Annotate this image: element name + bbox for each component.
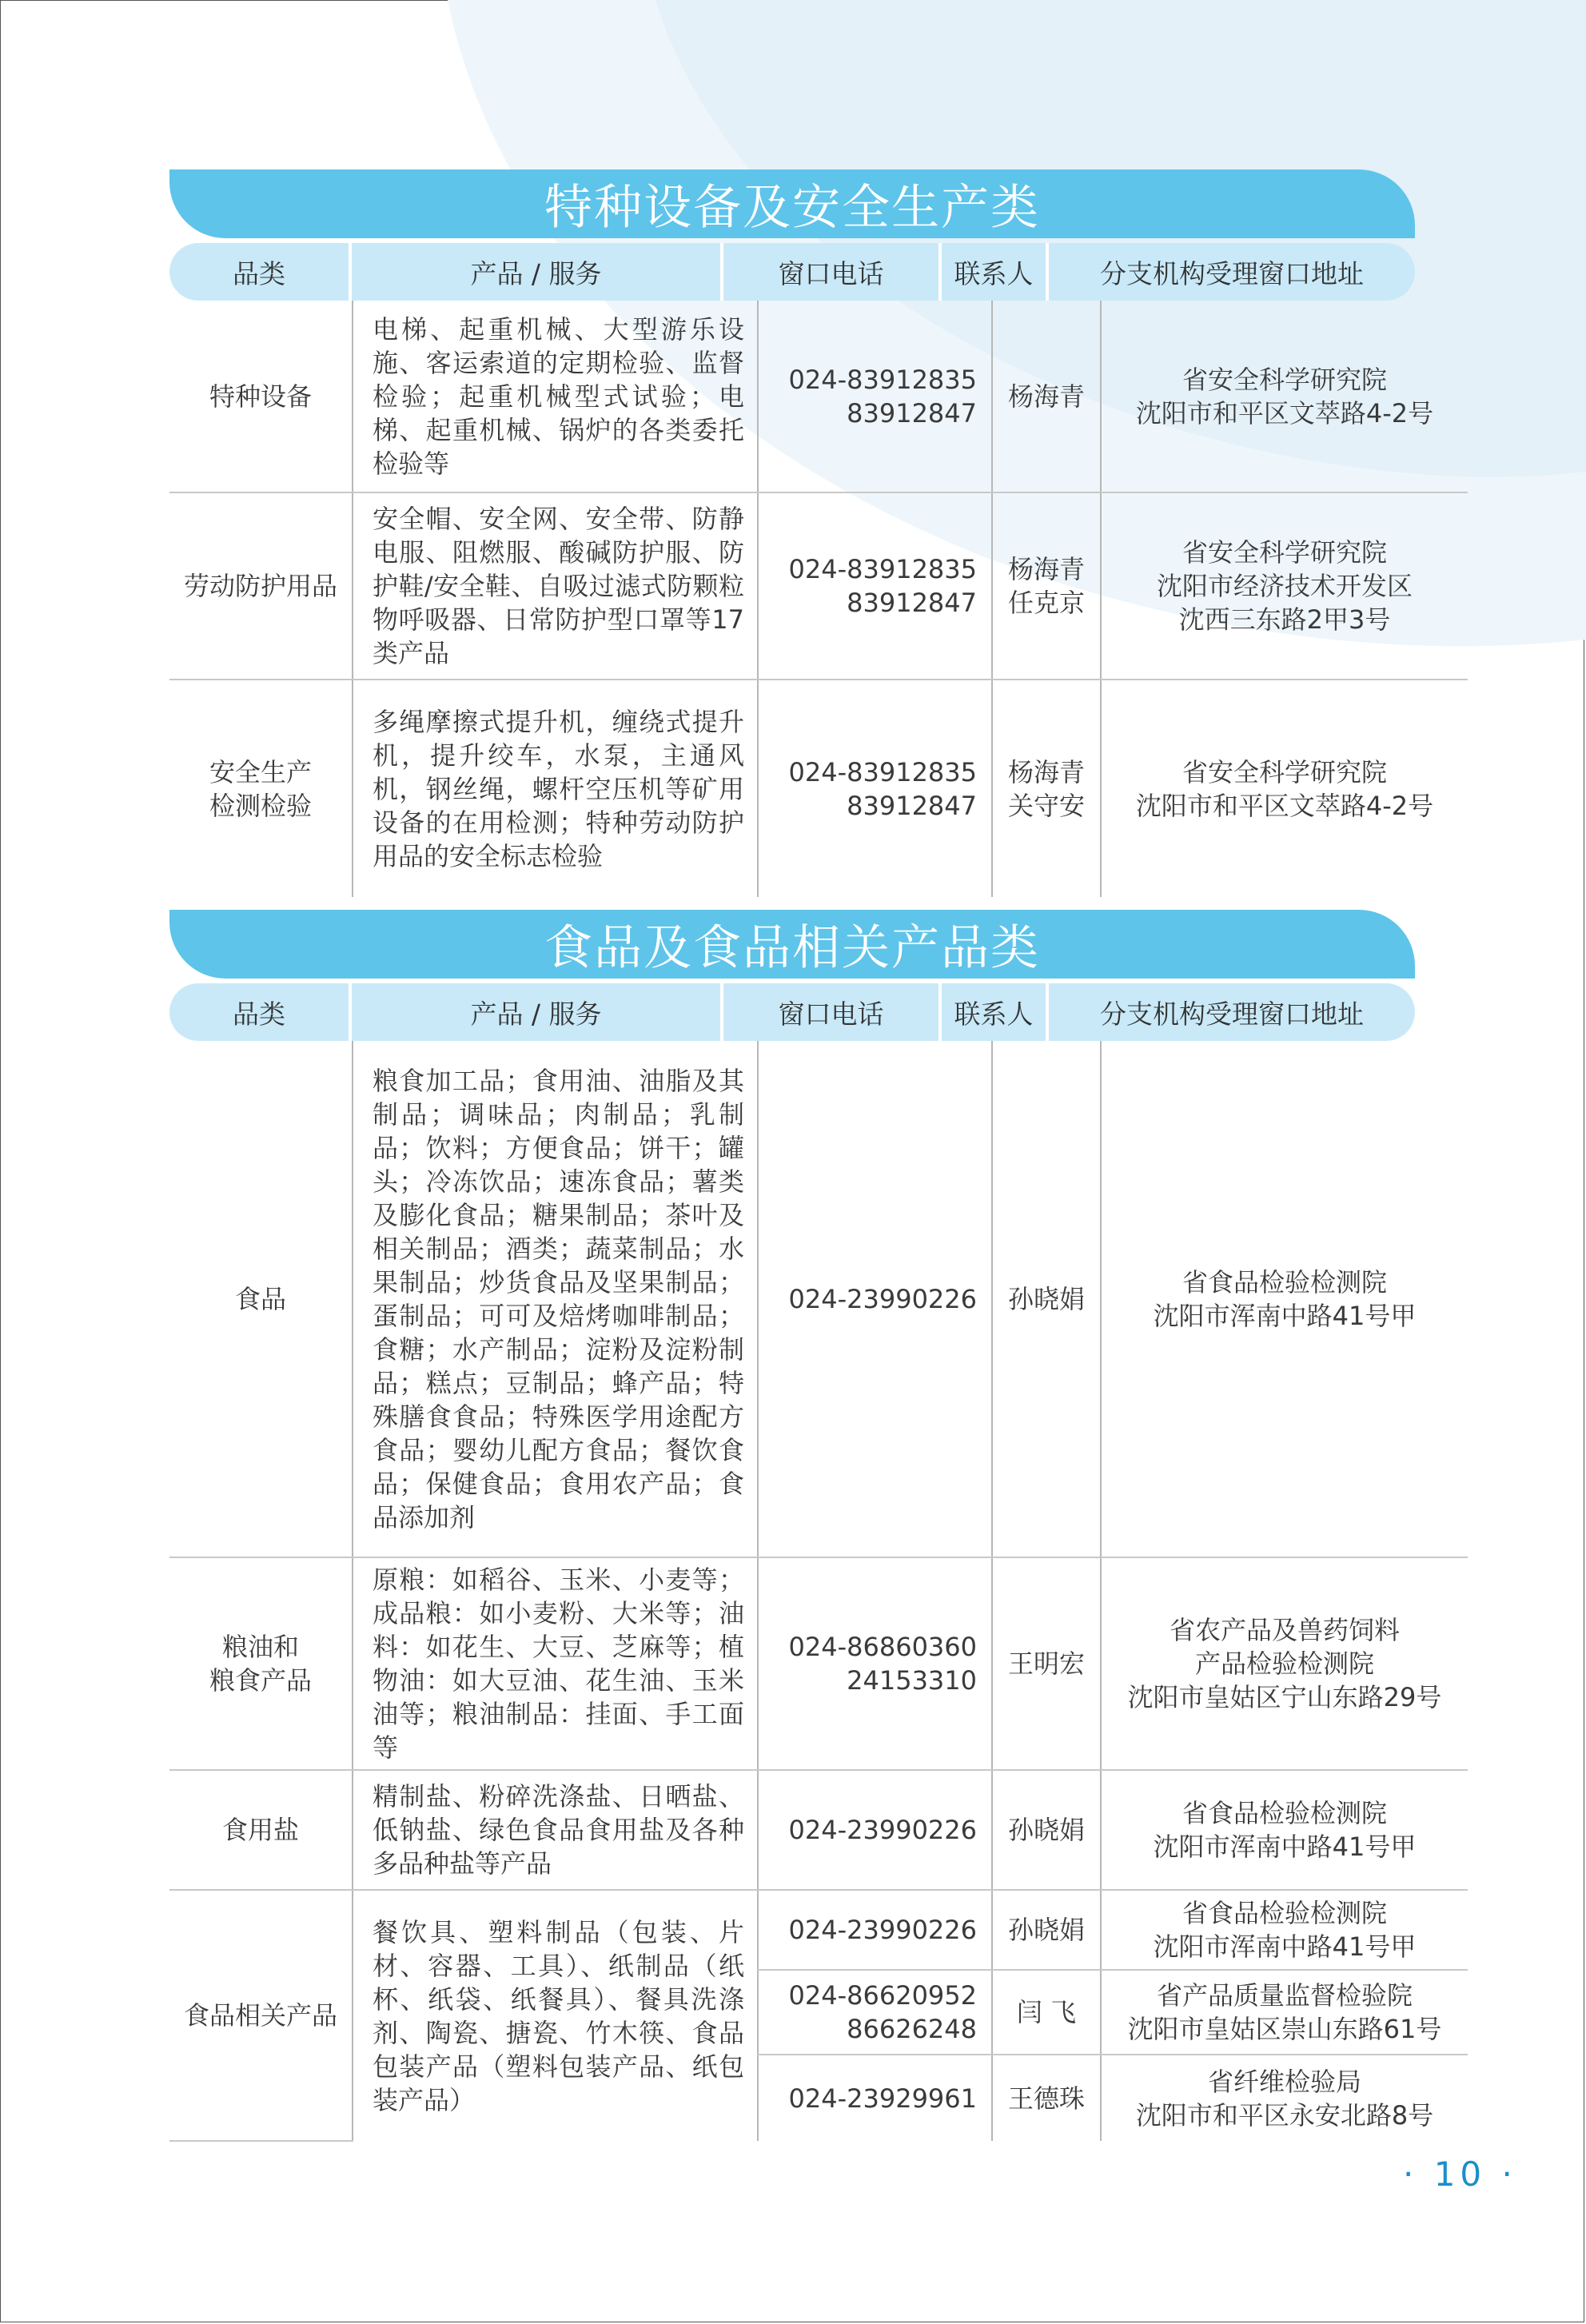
header-product: 产品 / 服务: [352, 243, 723, 301]
header-contact: 联系人: [942, 983, 1049, 1041]
contact-cell: 闫 飞: [992, 1970, 1101, 2055]
header-category: 品类: [169, 983, 352, 1041]
phone-cell: 024-86860360 24153310: [758, 1557, 992, 1770]
address-cell: 省食品检验检测院 沈阳市浑南中路41号甲: [1101, 1770, 1468, 1890]
contact-cell: 孙晓娟: [992, 1890, 1101, 1970]
phone-cell: 024-83912835 83912847: [758, 492, 992, 680]
category-cell: 特种设备: [209, 381, 312, 412]
product-cell: 餐饮具、塑料制品（包装、片材、容器、工具）、纸制品（纸杯、纸袋、纸餐具）、餐具洗涤剂、陶瓷、搪瓷、竹木筷、食品包装产品（塑料包装产品、纸包装产品）: [353, 1890, 758, 2141]
address-cell: 省安全科学研究院 沈阳市经济技术开发区 沈西三东路2甲3号: [1101, 492, 1468, 680]
section-title: 特种设备及安全生产类: [544, 180, 1040, 236]
table-row: [169, 301, 1468, 492]
product-cell: 粮食加工品；食用油、油脂及其制品；调味品；肉制品；乳制品；饮料；方便食品；饼干；罐头；冷冻饮品；速冻食品；薯类及膨化食品；糖果制品；茶叶及相关制品；酒类；蔬菜制品；水果制品；炒货食品及坚果制品；蛋制品；可可及焙烤咖啡制品；食糖；水产制品；淀粉及淀粉制品；糕点；豆制品；蜂产品；特殊膳食食品；特殊医学用途配方食品；婴幼儿配方食品；餐饮食品；保健食品；食用农产品；食品添加剂: [353, 1041, 758, 1557]
address-cell: 省食品检验检测院 沈阳市浑南中路41号甲: [1101, 1890, 1468, 1970]
table-header: [169, 243, 1415, 301]
table-row: [169, 492, 1468, 680]
table-row: [169, 680, 1468, 897]
product-cell: 安全帽、安全网、安全带、防静电服、阻燃服、酸碱防护服、防护鞋/安全鞋、自吸过滤式防颗粒物呼吸器、日常防护型口罩等17类产品: [353, 492, 758, 680]
page-content: [169, 169, 1442, 2142]
phone-cell: 024-83912835 83912847: [758, 301, 992, 492]
section-banner: [169, 169, 1415, 238]
product-cell: 多绳摩擦式提升机，缠绕式提升机，提升绞车，水泵，主通风机，钢丝绳，螺杆空压机等矿用设备的在用检测；特种劳动防护用品的安全标志检验: [353, 680, 758, 897]
address-cell: 省食品检验检测院 沈阳市浑南中路41号甲: [1101, 1041, 1468, 1557]
data-table: [169, 301, 1468, 897]
phone-cell: 024-23990226: [758, 1890, 992, 1970]
category-cell: 食品相关产品: [183, 2000, 337, 2031]
address-cell: 省安全科学研究院 沈阳市和平区文萃路4-2号: [1101, 680, 1468, 897]
phone-cell: 024-23990226: [758, 1041, 992, 1557]
table-row: [169, 1770, 1468, 1890]
product-cell: 精制盐、粉碎洗涤盐、日晒盐、低钠盐、绿色食品食用盐及各种多品种盐等产品: [353, 1770, 758, 1890]
phone-cell: 024-23929961: [758, 2055, 992, 2141]
product-cell: 电梯、起重机械、大型游乐设施、客运索道的定期检验、监督检验；起重机械型式试验；电梯、起重机械、锅炉的各类委托检验等: [353, 301, 758, 492]
page-number: · 10 ·: [1403, 2155, 1517, 2194]
address-cell: 省安全科学研究院 沈阳市和平区文萃路4-2号: [1101, 301, 1468, 492]
header-address: 分支机构受理窗口地址: [1049, 983, 1415, 1041]
contact-cell: 王明宏: [992, 1557, 1101, 1770]
category-cell: 安全生产 检测检验: [209, 756, 312, 821]
contact-cell: 孙晓娟: [992, 1770, 1101, 1890]
table-row: [169, 1557, 1468, 1770]
header-phone: 窗口电话: [723, 243, 942, 301]
phone-cell: 024-83912835 83912847: [758, 680, 992, 897]
table-header: [169, 983, 1415, 1041]
address-cell: 省农产品及兽药饲料 产品检验检测院 沈阳市皇姑区宁山东路29号: [1101, 1557, 1468, 1770]
phone-cell: 024-86620952 86626248: [758, 1970, 992, 2055]
contact-cell: 杨海青 关守安: [992, 680, 1101, 897]
phone-cell: 024-23990226: [758, 1770, 992, 1890]
category-cell: 食用盐: [221, 1815, 299, 1845]
table-row: [169, 1890, 1468, 1970]
category-cell: 劳动防护用品: [183, 571, 337, 601]
contact-cell: 杨海青 任克京: [992, 492, 1101, 680]
header-address: 分支机构受理窗口地址: [1049, 243, 1415, 301]
contact-cell: 孙晓娟: [992, 1041, 1101, 1557]
section-title: 食品及食品相关产品类: [544, 920, 1040, 976]
contact-cell: 杨海青: [992, 301, 1101, 492]
product-cell: 原粮：如稻谷、玉米、小麦等；成品粮：如小麦粉、大米等；油料：如花生、大豆、芝麻等；植物油：如大豆油、花生油、玉米油等；粮油制品：挂面、手工面等: [353, 1557, 758, 1770]
address-cell: 省产品质量监督检验院 沈阳市皇姑区崇山东路61号: [1101, 1970, 1468, 2055]
table-row: [169, 1041, 1468, 1557]
header-contact: 联系人: [942, 243, 1049, 301]
header-category: 品类: [169, 243, 352, 301]
address-cell: 省纤维检验局 沈阳市和平区永安北路8号: [1101, 2055, 1468, 2141]
header-phone: 窗口电话: [723, 983, 942, 1041]
data-table: [169, 1041, 1468, 2142]
section-banner: [169, 910, 1415, 979]
contact-cell: 王德珠: [992, 2055, 1101, 2141]
header-product: 产品 / 服务: [352, 983, 723, 1041]
category-cell: 食品: [234, 1283, 286, 1314]
category-cell: 粮油和 粮食产品: [209, 1632, 312, 1696]
